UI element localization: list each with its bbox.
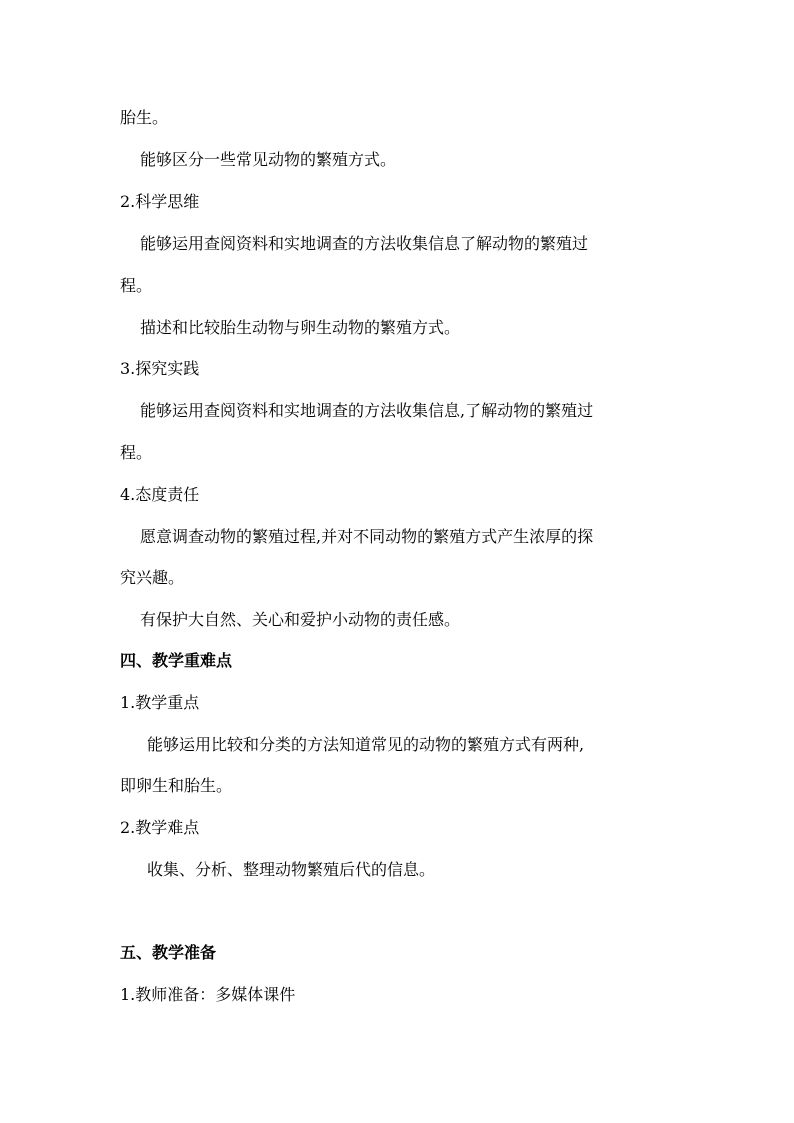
subsection-heading: 3.探究实践: [120, 359, 200, 378]
body-text-line: 有保护大自然、关心和爱护小动物的责任感。: [140, 610, 461, 629]
body-text-line: 描述和比较胎生动物与卵生动物的繁殖方式。: [140, 318, 461, 337]
body-text-line: 程。: [120, 443, 153, 462]
body-text-line: 程。: [120, 276, 153, 295]
subsection-heading: 1.教师准备：多媒体课件: [120, 985, 296, 1004]
body-text-line: 能够运用比较和分类的方法知道常见的动物的繁殖方式有两种,: [147, 735, 585, 754]
subsection-heading: 1.教学重点: [120, 693, 200, 712]
section-heading: 五、教学准备: [120, 943, 217, 962]
body-text-line: 愿意调查动物的繁殖过程,并对不同动物的繁殖方式产生浓厚的探: [140, 527, 594, 546]
body-text-line: 能够运用查阅资料和实地调查的方法收集信息,了解动物的繁殖过: [140, 401, 594, 420]
subsection-heading: 2.科学思维: [120, 192, 200, 211]
body-text-line: 能够运用查阅资料和实地调查的方法收集信息了解动物的繁殖过: [140, 234, 589, 253]
section-heading: 四、教学重难点: [120, 651, 233, 670]
subsection-heading: 2.教学难点: [120, 818, 200, 837]
body-text-line: 收集、分析、整理动物繁殖后代的信息。: [147, 860, 436, 879]
body-text-line: 胎生。: [120, 108, 169, 127]
body-text-line: 即卵生和胎生。: [120, 776, 233, 795]
body-text-line: 能够区分一些常见动物的繁殖方式。: [140, 150, 397, 169]
body-text-line: 究兴趣。: [120, 568, 185, 587]
subsection-heading: 4.态度责任: [120, 485, 200, 504]
